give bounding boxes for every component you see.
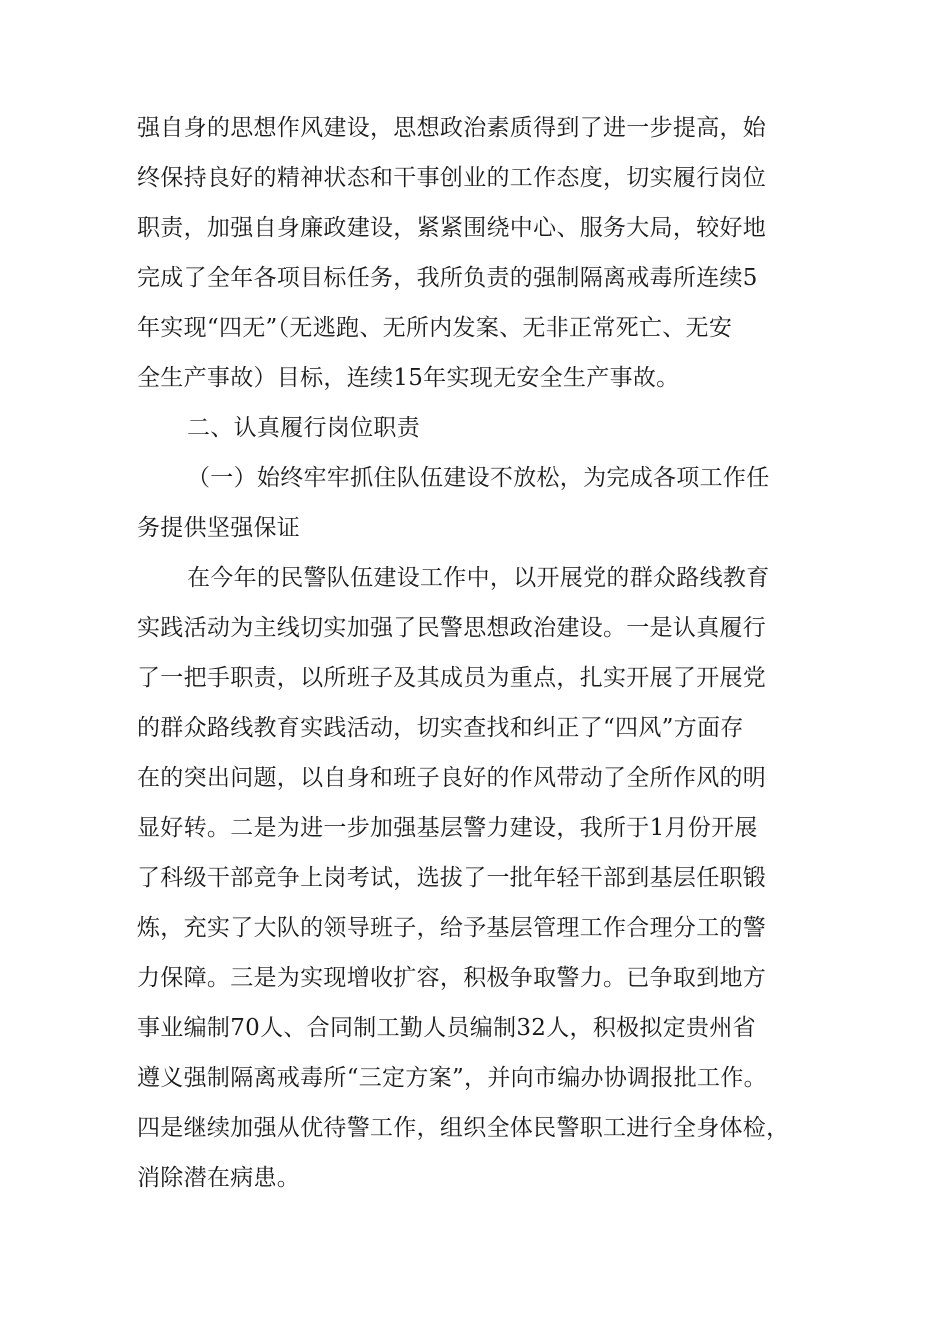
text-line: 显好转。二是为进一步加强基层警力建设，我所于1月份开展 [137,815,758,841]
paragraph-start: 在今年的民警队伍建设工作中，以开展党的群众路线教育 [187,565,770,591]
text-line: 四是继续加强从优待警工作，组织全体民警职工进行全身体检， [137,1115,790,1141]
text-line: 全生产事故）目标，连续15年实现无安全生产事故。 [137,365,680,391]
text-line: 实践活动为主线切实加强了民警思想政治建设。一是认真履行 [137,615,767,641]
text-line: 的群众路线教育实践活动，切实查找和纠正了“四风”方面存 [137,715,744,741]
subsection-heading: （一）始终牢牢抓住队伍建设不放松，为完成各项工作任 [187,465,770,491]
text-line: 力保障。三是为实现增收扩容，积极争取警力。已争取到地方 [137,965,767,991]
section-heading: 二、认真履行岗位职责 [187,415,420,441]
text-line: 终保持良好的精神状态和干事创业的工作态度，切实履行岗位 [137,165,767,191]
text-line: 事业编制70人、合同制工勤人员编制32人，积极拟定贵州省 [137,1015,756,1041]
text-line: 了一把手职责，以所班子及其成员为重点，扎实开展了开展党 [137,665,767,691]
document-body [137,103,837,1203]
text-line: 年实现“四无”（无逃跑、无所内发案、无非正常死亡、无安 [137,315,733,341]
text-line: 遵义强制隔离戒毒所“三定方案”，并向市编办协调报批工作。 [137,1065,767,1091]
subsection-heading-continued: 务提供坚强保证 [137,515,301,541]
text-line: 了科级干部竞争上岗考试，选拔了一批年轻干部到基层任职锻 [137,865,767,891]
text-line: 炼，充实了大队的领导班子，给予基层管理工作合理分工的警 [137,915,767,941]
text-line: 职责，加强自身廉政建设，紧紧围绕中心、服务大局，较好地 [137,215,767,241]
text-line: 完成了全年各项目标任务，我所负责的强制隔离戒毒所连续5 [137,265,758,291]
text-line: 消除潜在病患。 [137,1165,301,1191]
text-line: 在的突出问题，以自身和班子良好的作风带动了全所作风的明 [137,765,767,791]
text-line: 强自身的思想作风建设，思想政治素质得到了进一步提高，始 [137,115,767,141]
